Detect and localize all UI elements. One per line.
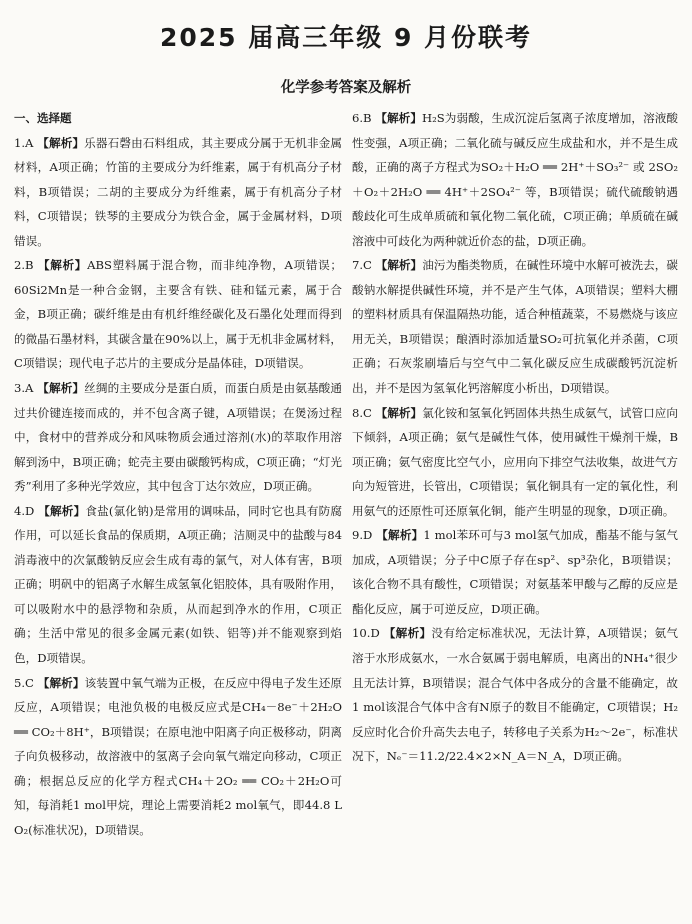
question-10: 10.D 【解析】没有给定标准状况，无法计算，A项错误；氨气溶于水形成氨水，一水合氨属于弱电解质，电离出的NH₄⁺很少且无法计算，B项错误；混合气体中各成分的含量不能确定，故1 mol该混合气体中含有N原子的数目不能确定，C项错误；H₂反应时化合价升高失去电子，转移电子关系为H₂～2e⁻，标准状况下，Nₑ⁻＝11.2/22.4×2×N_A＝N_A，D项正确。 bbox=[352, 626, 679, 764]
question-7: 7.C 【解析】油污为酯类物质，在碱性环境中水解可被洗去，碳酸钠水解提供碱性环境，并不是产生气体，A项错误；塑料大棚的塑料材质具有保温隔热功能，适合种植蔬菜，不易燃烧与该应用无关，B项错误；酿酒时添加适量SO₂可抗氧化并杀菌，C项正确；石灰浆刷墙后与空气中二氧化碳反应生成碳酸钙沉淀析出，并不是因为氢氧化钙溶解度小析出，D项错误。 bbox=[352, 258, 678, 396]
question-1: 1.A 【解析】乐器石磬由石料组成，其主要成分属于无机非金属材料，A项正确；竹笛的主要成分为纤维素，属于有机高分子材料，B项错误；二胡的主要成分为纤维素，属于有机高分子材料，C项错误；铁琴的主要成分为铁合金，属于金属材料，D项错误。 bbox=[14, 135, 342, 248]
question-6: 6.B 【解析】H₂S为弱酸，生成沉淀后氢离子浓度增加，溶液酸性变强，A项正确；二氧化硫与碱反应生成盐和水，并不是生成酸，正确的离子方程式为SO₂＋H₂O ══ 2H⁺＋SO₃²⁻ 或 2SO₂＋O₂＋2H₂O ══ 4H⁺＋2SO₄²⁻ 等，B项错误；硫代硫酸钠遇酸歧化可生成单质硫和氧化物二氧化硫，C项正确；单质硫在碱溶液中可歧化为两种就近价态的盐，D项正确。 bbox=[352, 111, 678, 248]
section-heading: 一、选择题 bbox=[14, 111, 72, 125]
question-8: 8.C 【解析】氯化铵和氢氧化钙固体共热生成氨气，试管口应向下倾斜，A项正确；氨气是碱性气体，使用碱性干燥剂干燥，B项正确；氨气密度比空气小，应用向下排空气法收集，故进气方向为短管进，长管出，C项错误；氧化铜具有一定的氧化性，利用氨气的还原性可还原氧化铜，能产生明显的现象，D项正确。 bbox=[352, 405, 678, 518]
question-9: 9.D 【解析】1 mol苯环可与3 mol氢气加成，酯基不能与氢气加成，A项错误；分子中C原子存在sp²、sp³杂化，B项错误；该化合物不具有酸性，C项错误；对氨基苯甲酸与乙醇的反应是酯化反应，属于可逆反应，D项正确。 bbox=[352, 528, 678, 616]
question-3: 3.A 【解析】丝绸的主要成分是蛋白质，而蛋白质是由氨基酸通过共价键连接而成的，并不包含离子键，A项错误；在煲汤过程中，食材中的营养成分和风味物质会通过溶剂(水)的萃取作用溶解到汤中，B项正确；蛇壳主要由碳酸钙构成，C项正确；“灯光秀”利用了多种光学效应，其中包含丁达尔效应，D项正确。 bbox=[14, 381, 342, 494]
question-5: 5.C 【解析】该装置中氧气端为正极，在反应中得电子发生还原反应，A项错误；电池负极的电极反应式是CH₄－8e⁻＋2H₂O ══ CO₂＋8H⁺，B项错误；在原电池中阳离子向正极移动，阴离子向负极移动，故溶液中的氢离子会向氧气端定向移动，C项正确；根据总反应的化学方程式CH₄＋2O₂ ══ CO₂＋2H₂O可知，每消耗1 mol甲烷，理论上需要消耗2 mol氧气，即44.8 L O₂(标准状况)，D项错误。 bbox=[14, 675, 342, 837]
right-column bbox=[352, 106, 678, 769]
question-2: 2.B 【解析】ABS塑料属于混合物，而非纯净物，A项错误；60Si2Mn是一种合金钢，主要含有铁、硅和锰元素，属于合金，B项正确；碳纤维是由有机纤维经碳化及石墨化处理而得到的微晶石墨材料，其碳含量在90%以上，属于无机非金属材料，C项错误；现代电子芯片的主要成分是晶体硅，D项错误。 bbox=[14, 258, 342, 371]
question-4: 4.D 【解析】食盐(氯化钠)是常用的调味品，同时它也具有防腐作用，可以延长食品的保质期，A项正确；洁厕灵中的盐酸与84消毒液中的次氯酸钠反应会生成有毒的氯气，对人体有害，B项正确；明矾中的铝离子水解生成氢氧化铝胶体，具有吸附作用，可以吸附水中的悬浮物和杂质，从而起到净水的作用，C项正确；生活中常见的很多金属元素(如铁、铝等)并不能观察到焰色，D项错误。 bbox=[14, 503, 342, 666]
document-subtitle: 化学参考答案及解析 bbox=[280, 80, 412, 96]
left-column bbox=[14, 106, 342, 842]
document-title: 2025 届高三年级 9 月份联考 bbox=[159, 23, 533, 52]
